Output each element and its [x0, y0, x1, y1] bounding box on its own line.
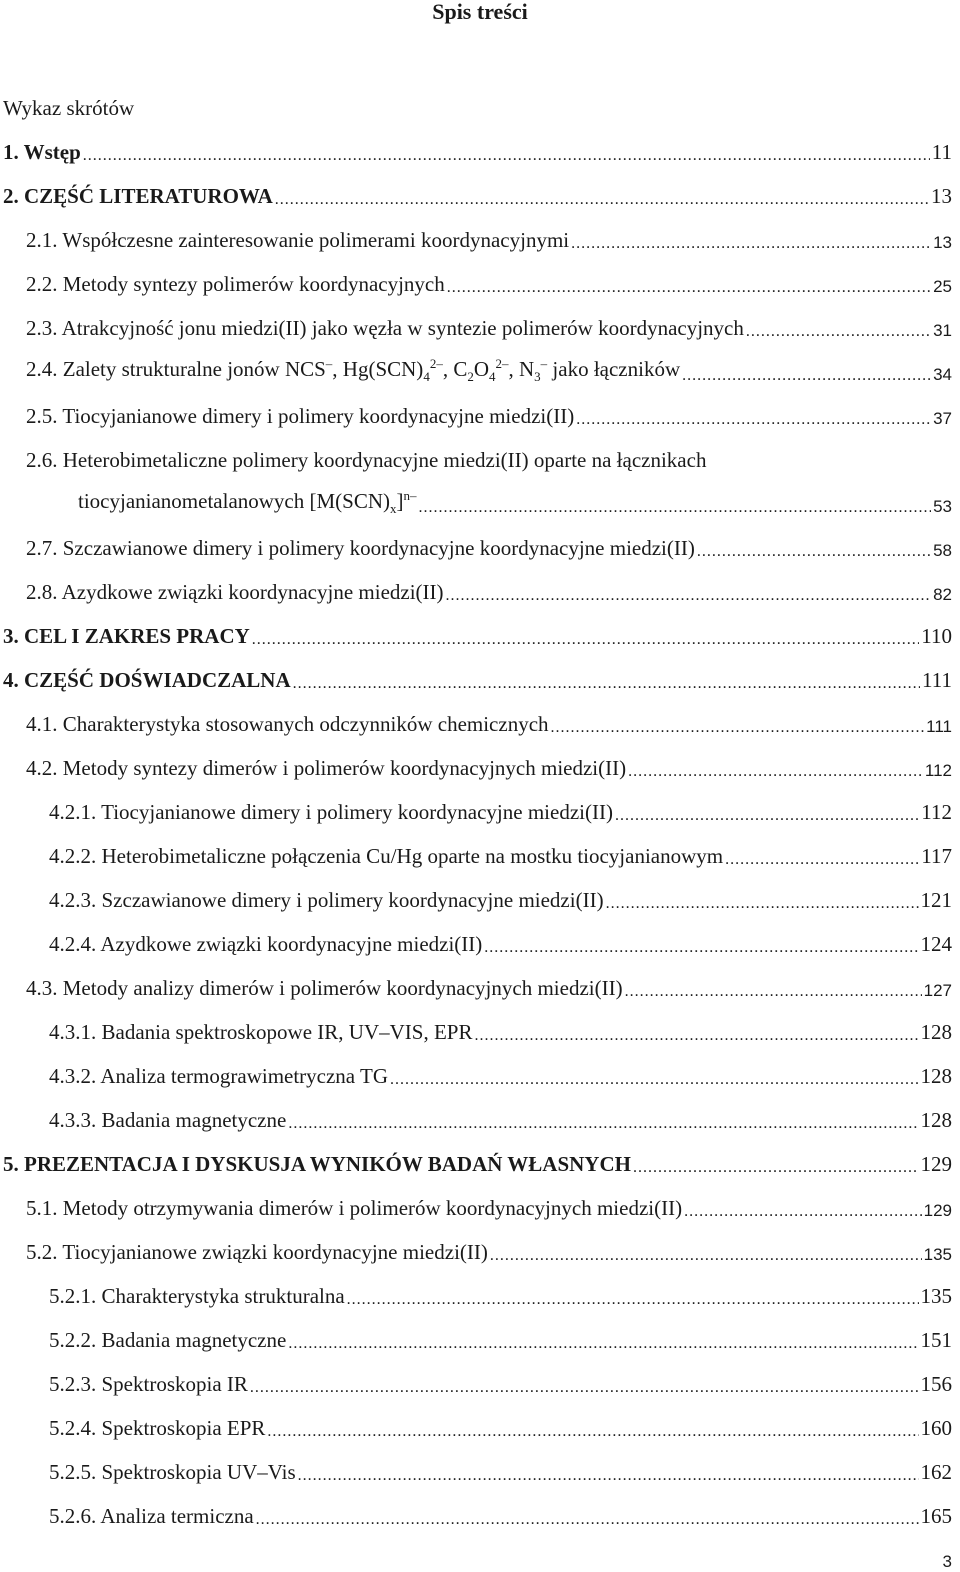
toc-entry-page: 31: [933, 321, 952, 340]
toc-entry-page: 151: [920, 1328, 952, 1352]
toc-entry-page: 34: [933, 365, 952, 384]
dot-leader: [628, 763, 923, 781]
toc-entry-text: 5.2.6. Analiza termiczna: [49, 1504, 254, 1528]
toc-entry-5-2-3[interactable]: [0, 1353, 960, 1397]
toc-entry-text: 2. CZĘŚĆ LITERATUROWA: [3, 184, 273, 208]
dot-leader: [288, 1335, 918, 1353]
toc-entry-2-8[interactable]: [0, 561, 960, 605]
dot-leader: [347, 1291, 919, 1309]
dot-leader: [633, 1159, 919, 1177]
toc-entry-5-2-5[interactable]: [0, 1441, 960, 1485]
dot-leader: [474, 1027, 918, 1045]
toc-entry-text: 5.2.3. Spektroskopia IR: [49, 1372, 248, 1396]
toc-entry-text: 2.5. Tiocyjanianowe dimery i polimery koordynacyjne miedzi(II): [26, 404, 575, 428]
toc-entry-text: 5.2.1. Charakterystyka strukturalna: [49, 1284, 345, 1308]
toc-entry-5-2[interactable]: [0, 1221, 960, 1265]
page-title: Spis treści: [432, 0, 528, 24]
toc-entry-page: 121: [920, 888, 952, 912]
toc-entry-2[interactable]: [0, 165, 960, 209]
dot-leader: [83, 147, 930, 165]
toc-entry-2-7[interactable]: [0, 517, 960, 561]
toc-entry-2-5[interactable]: [0, 385, 960, 429]
toc-entry-4-2-4[interactable]: [0, 913, 960, 957]
toc-entry-text: 5.2.4. Spektroskopia EPR: [49, 1416, 266, 1440]
dot-leader: [697, 543, 931, 561]
toc-entry-page: 112: [924, 761, 952, 780]
toc-entry-text: 2.8. Azydkowe związki koordynacyjne miedzi(II): [26, 580, 444, 604]
toc-entry-4-3-1[interactable]: [0, 1001, 960, 1045]
toc-entry-5-2-6[interactable]: [0, 1485, 960, 1529]
toc-entry-text: 4.2.2. Heterobimetaliczne połączenia Cu/Hg oparte na mostku tiocyjanianowym: [49, 844, 724, 868]
toc-entry-page: 160: [920, 1416, 952, 1440]
toc-entry-page: 135: [923, 1245, 952, 1264]
toc-entry-text: 4.2.3. Szczawianowe dimery i polimery koordynacyjne miedzi(II): [49, 888, 604, 912]
toc-entry-text: 5.1. Metody otrzymywania dimerów i polimerów koordynacyjnych miedzi(II): [26, 1196, 683, 1220]
dot-leader: [725, 851, 919, 869]
dot-leader: [447, 279, 931, 297]
toc-entry-abbreviations[interactable]: [0, 77, 960, 121]
toc-entry-2-2[interactable]: [0, 253, 960, 297]
toc-entry-text: 5.2.5. Spektroskopia UV–Vis: [49, 1460, 296, 1484]
toc-entry-page: 110: [921, 624, 952, 648]
toc-entry-page: 13: [931, 184, 952, 208]
toc-entry-page: 58: [933, 541, 952, 560]
dot-leader: [298, 1467, 919, 1485]
toc-entry-5-2-1[interactable]: [0, 1265, 960, 1309]
dot-leader: [571, 235, 931, 253]
toc-entry-2-6-line1[interactable]: [0, 429, 960, 473]
toc-entry-5[interactable]: [0, 1133, 960, 1177]
dot-leader: [390, 1071, 919, 1089]
page-number: 3: [942, 1552, 952, 1571]
dot-leader: [746, 323, 931, 341]
toc-entry-text: 2.6. Heterobimetaliczne polimery koordynacyjne miedzi(II) oparte na łącznikach: [26, 448, 707, 472]
toc-entry-page: 135: [920, 1284, 952, 1308]
toc-entry-4-3-2[interactable]: [0, 1045, 960, 1089]
toc-entry-page: 25: [933, 277, 952, 296]
toc-entry-2-6-line2[interactable]: [0, 473, 960, 517]
toc-entry-1[interactable]: [0, 121, 960, 165]
toc-entry-text: 5. PREZENTACJA I DYSKUSJA WYNIKÓW BADAŃ WŁASNYCH: [3, 1152, 631, 1176]
toc-entry-text: 4.3.2. Analiza termograwimetryczna TG: [49, 1064, 388, 1088]
toc-entry-text: 2.3. Atrakcyjność jonu miedzi(II) jako węzła w syntezie polimerów koordynacyjnych: [26, 316, 744, 340]
toc-entry-text: 5.2.2. Badania magnetyczne: [49, 1328, 287, 1352]
dot-leader: [490, 1247, 922, 1265]
dot-leader: [615, 807, 919, 825]
toc-entry-text: 4. CZĘŚĆ DOŚWIADCZALNA: [3, 668, 291, 692]
dot-leader: [606, 895, 919, 913]
dot-leader: [293, 675, 920, 693]
dot-leader: [275, 191, 929, 209]
table-of-contents: [0, 77, 960, 1529]
toc-entry-page: 37: [933, 409, 952, 428]
toc-entry-page: 111: [922, 668, 952, 692]
toc-entry-page: 128: [920, 1020, 952, 1044]
dot-leader: [484, 939, 918, 957]
toc-entry-5-2-2[interactable]: [0, 1309, 960, 1353]
toc-entry-page: 129: [920, 1152, 952, 1176]
toc-entry-page: 128: [920, 1064, 952, 1088]
toc-entry-4-3-3[interactable]: [0, 1089, 960, 1133]
toc-entry-4-1[interactable]: [0, 693, 960, 737]
toc-entry-page: 112: [921, 800, 952, 824]
dot-leader: [551, 719, 925, 737]
dot-leader: [250, 1379, 919, 1397]
toc-entry-page: 128: [920, 1108, 952, 1132]
dot-leader: [267, 1423, 918, 1441]
toc-entry-4-3[interactable]: [0, 957, 960, 1001]
toc-entry-2-3[interactable]: [0, 297, 960, 341]
toc-entry-text: 1. Wstęp: [3, 140, 81, 164]
toc-entry-page: 162: [920, 1460, 952, 1484]
toc-entry-page: 117: [921, 844, 952, 868]
toc-entry-text: 2.7. Szczawianowe dimery i polimery koordynacyjne koordynacyjne miedzi(II): [26, 536, 695, 560]
toc-entry-4-2-1[interactable]: [0, 781, 960, 825]
toc-entry-4-2-3[interactable]: [0, 869, 960, 913]
dot-leader: [288, 1115, 918, 1133]
toc-entry-text: 4.3.1. Badania spektroskopowe IR, UV–VIS, EPR: [49, 1020, 473, 1044]
toc-entry-text: 3. CEL I ZAKRES PRACY: [3, 624, 250, 648]
toc-entry-page: 11: [931, 140, 952, 164]
toc-entry-4-2[interactable]: [0, 737, 960, 781]
toc-entry-text: 4.1. Charakterystyka stosowanych odczynników chemicznych: [26, 712, 549, 736]
toc-entry-text: 4.3.3. Badania magnetyczne: [49, 1108, 287, 1132]
dot-leader: [625, 983, 922, 1001]
toc-entry-text: 2.2. Metody syntezy polimerów koordynacyjnych: [26, 272, 445, 296]
toc-entry-page: 111: [926, 717, 952, 736]
toc-entry-text: 5.2. Tiocyjanianowe związki koordynacyjne miedzi(II): [26, 1240, 488, 1264]
toc-entry-2-1[interactable]: [0, 209, 960, 253]
toc-entry-text: 2.4. Zalety strukturalne jonów NCS–, $Hg(SCN)_4^{2-}$, $C_2O_4^{2-}$, $N_3^-$ jako łączników: [26, 355, 681, 384]
dot-leader: [446, 587, 932, 605]
toc-entry-text: 2.1. Współczesne zainteresowanie polimerami koordynacyjnymi: [26, 228, 570, 252]
toc-entry-5-2-4[interactable]: [0, 1397, 960, 1441]
toc-entry-page: 13: [933, 233, 952, 252]
toc-entry-4[interactable]: [0, 649, 960, 693]
dot-leader: [252, 631, 919, 649]
toc-entry-4-2-2[interactable]: [0, 825, 960, 869]
toc-entry-page: 53: [933, 497, 952, 516]
toc-entry-text: 4.2. Metody syntezy dimerów i polimerów koordynacyjnych miedzi(II): [26, 756, 627, 780]
dot-leader: [419, 499, 932, 517]
toc-entry-text: tiocyjanianometalanowych $[M(SCN)_x]^{n-}$: [78, 487, 417, 516]
toc-entry-text: Wykaz skrótów: [3, 96, 135, 120]
toc-entry-page: 165: [920, 1504, 952, 1528]
toc-entry-page: 127: [923, 981, 952, 1000]
toc-entry-5-1[interactable]: [0, 1177, 960, 1221]
toc-entry-text: 4.2.1. Tiocyjanianowe dimery i polimery koordynacyjne miedzi(II): [49, 800, 613, 824]
toc-entry-3[interactable]: [0, 605, 960, 649]
toc-entry-page: 82: [933, 585, 952, 604]
toc-entry-text: 4.3. Metody analizy dimerów i polimerów koordynacyjnych miedzi(II): [26, 976, 623, 1000]
dot-leader: [684, 1203, 922, 1221]
toc-entry-page: 129: [923, 1201, 952, 1220]
toc-entry-text: 4.2.4. Azydkowe związki koordynacyjne miedzi(II): [49, 932, 483, 956]
dot-leader: [256, 1511, 919, 1529]
dot-leader: [576, 411, 931, 429]
toc-entry-2-4[interactable]: [0, 341, 960, 385]
toc-entry-page: 156: [920, 1372, 952, 1396]
toc-entry-page: 124: [920, 932, 952, 956]
dot-leader: [682, 367, 931, 385]
